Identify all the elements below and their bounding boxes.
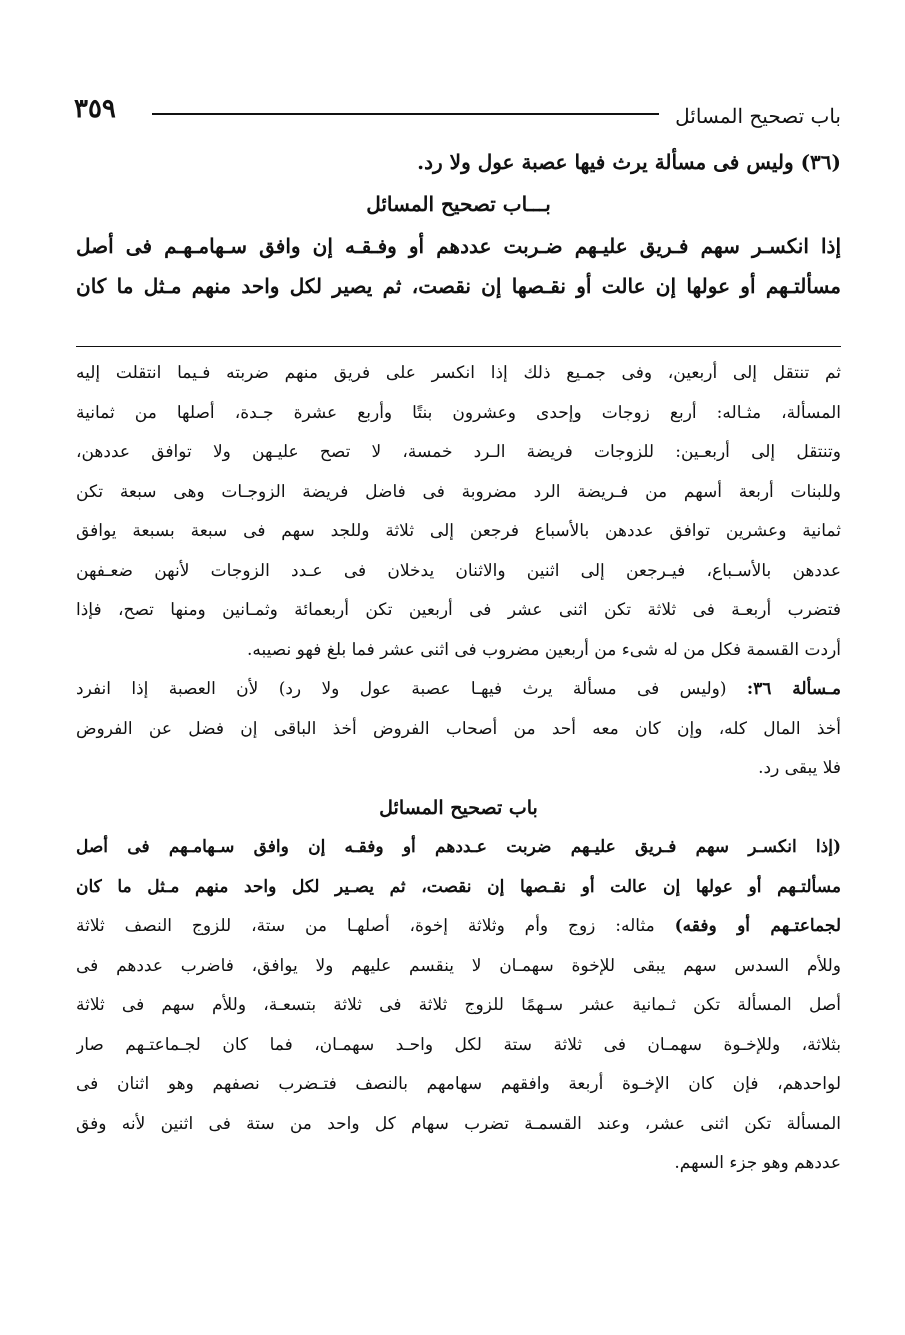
matn-line-2: إذا انكسـر سهم فـريق عليـهم ضـربت عددهم أو وفـقـه إن وافق سـهامـهـم فى أصل xyxy=(76,234,841,258)
sharh-bab-title: باب تصحيح المسائل xyxy=(379,796,538,819)
sharh-section xyxy=(76,354,841,1184)
sharh-line: ثمانية وعشرين توافق عددهن بالأسباع فرجعن إلى ثلاثة وللجد سهم فى سبعة بسبعة يوافق xyxy=(76,521,841,541)
mixed-line xyxy=(76,907,841,947)
sharh-line: ثم تنتقل إلى أربعين، وفى جمـيع ذلك إذا انكسر على فريق منهم ضربته فـيما انتقلت إليه xyxy=(76,363,841,383)
sharh-line: لواحدهم، فإن كان الإخـوة أربعة وافقهم سهامهم بالنصف فتـضرب نصفهم وهو اثنان فى xyxy=(76,1074,841,1094)
example-text: مثاله: زوج وأم وثلاثة إخوة، أصلهـا من ستة، للزوج النصف ثلاثة xyxy=(76,916,675,936)
sharh-line: عددهن بالأسـباع، فيـرجعن إلى اثنين والاثنان يدخلان فى عـدد الزوجات لأنهن ضعـفهن xyxy=(76,560,841,581)
masala-36-line xyxy=(76,670,841,710)
sharh-line: أخذ المال كله، وإن كان معه أحد من أصحاب الفروض أخذ الباقى إن فضل عن الفروض xyxy=(76,718,841,739)
sharh-line: فلا يبقى رد. xyxy=(758,758,841,778)
quoted-matn-line: (إذا انكسـر سهم فـريق عليـهم ضربت عـددهم أو وفقـه إن وافق سـهامـهم فى أصل xyxy=(76,837,841,857)
sharh-line: وللأم السدس سهم يبقى للإخوة سهمـان لا ينقسم عليهم ولا يوافق، فاضرب عددهم فى xyxy=(76,955,841,976)
sharh-line: وللبنات أربعة أسهم من فـريضة الرد مضروبة فى فاضل فريضة الزوجـات وهى سبعة تكن xyxy=(76,481,841,502)
sharh-line: المسألة تكن اثنى عشر، وعند القسمـة تضرب سهام كل واحد من ستة فى اثنين لأنه وفق xyxy=(76,1113,841,1134)
header-rule xyxy=(152,113,659,115)
matn-bab-title: بـــاب تصحيح المسائل xyxy=(366,192,551,216)
masala-label: مـسألة ٣٦: xyxy=(746,679,841,699)
sharh-line: بثلاثة، وللإخـوة سهمـان فى ثلاثة ستة لكل واحـد سهمـان، فما كان لجـماعتـهم صار xyxy=(76,1034,841,1055)
sharh-line: المسألة، مثـاله: أربع زوجات وإحدى وعشرون بنتًا وأربع عشرة جـدة، أصلها من ثمانية xyxy=(76,402,841,423)
masala-text: (وليس فى مسألة يرث فيهـا عصبة عول ولا رد) لأن العصبة إذا انفرد xyxy=(76,679,727,699)
sharh-line: فتضرب أربعـة فى ثلاثة تكن اثنى عشر فى أربعين تكن أربعمائة وثمـانين ومنها تصح، فإذا xyxy=(76,600,841,620)
matn-section xyxy=(76,142,841,306)
quoted-matn-end: لجماعتـهم أو وفقه) xyxy=(674,916,841,936)
sharh-line: أصل المسألة تكن ثـمانية عشر سـهمًا للزوج ثلاثة فى ثلاثة بتسعـة، وللأم سهم فى ثلاثة xyxy=(76,995,841,1015)
quoted-matn-line: مسألتـهم أو عولها إن عالت أو نقـصها إن نقصت، ثم يصـير لكل واحد منهم مـثل ما كان xyxy=(76,876,841,897)
page-number: ٣٥٩ xyxy=(74,94,116,124)
page-header xyxy=(74,94,841,138)
sharh-line: عددهم وهو جزء السهم. xyxy=(674,1153,841,1173)
matn-line-3: مسألتـهم أو عولها إن عالت أو نقـصها إن نقصت، ثم يصير لكل واحد منهم مـثل ما كان xyxy=(76,274,841,298)
sharh-line: أردت القسمة فكل من له شىء من أربعين مضروب فى اثنى عشر فما بلغ فهو نصيبه. xyxy=(246,639,841,660)
section-divider xyxy=(76,346,841,347)
sharh-line: وتنتقل إلى أربعـين: للزوجات فريضة الـرد خمسة، لا تصح عليـهن ولا توافق عددهن، xyxy=(76,442,841,462)
running-title: باب تصحيح المسائل xyxy=(675,104,841,128)
matn-line-36: (٣٦) وليس فى مسألة يرث فيها عصبة عول ولا رد. xyxy=(417,150,841,174)
